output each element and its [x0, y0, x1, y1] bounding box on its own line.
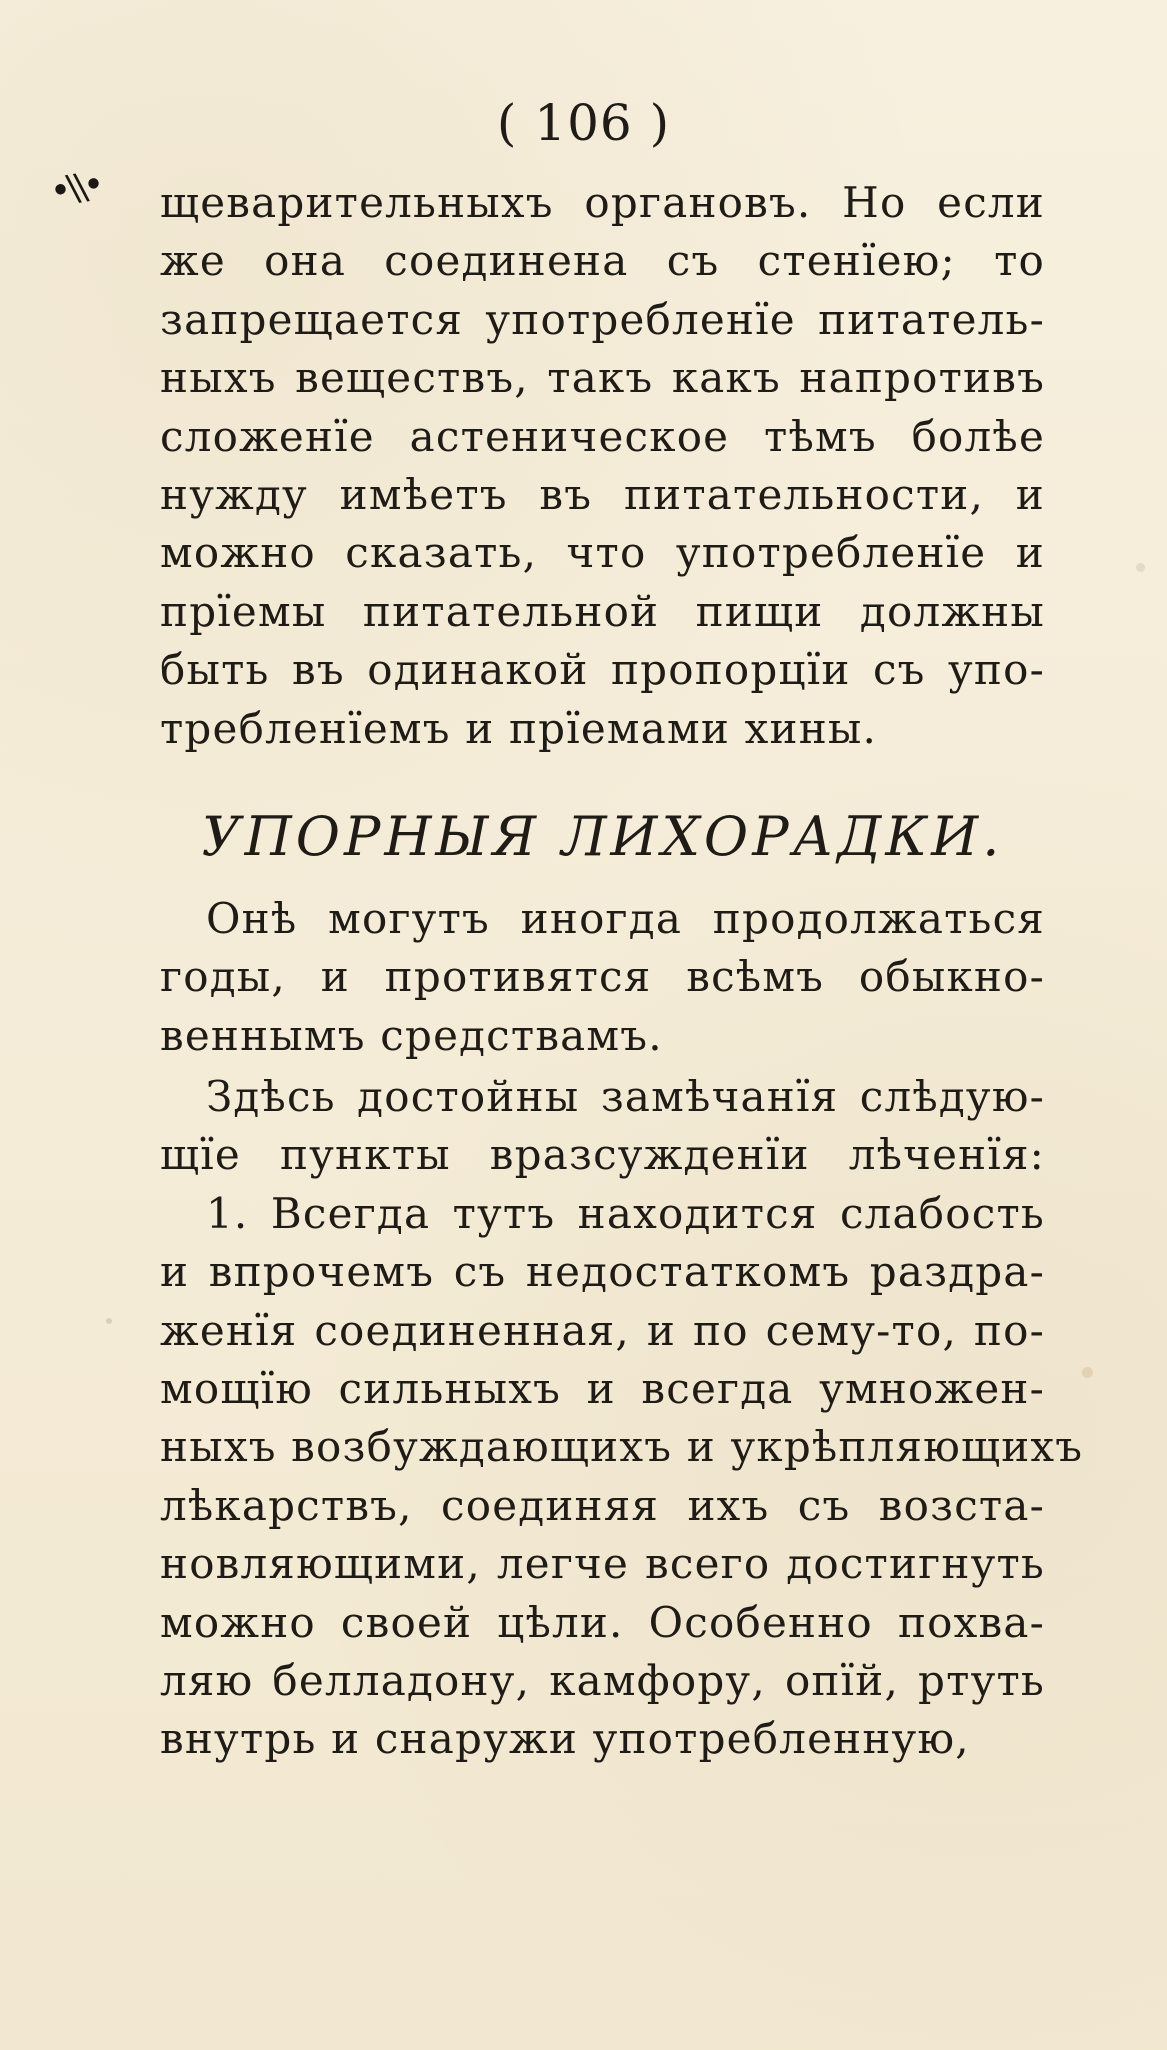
paper-stain — [1082, 1367, 1093, 1378]
text-line: нужду имѣетъ въ питательности, и — [160, 470, 1045, 520]
text-line: ныхъ возбуждающихъ и укрѣпляющихъ — [160, 1422, 1084, 1472]
paragraph-2 — [160, 890, 1045, 1065]
body-text-top — [160, 174, 1045, 758]
text-line: можно сказать, что употребленїе и — [160, 528, 1045, 578]
text-line: требленїемъ и прїемами хины. — [160, 703, 878, 753]
text-line: Здѣсь достойны замѣчанїя слѣдую- — [206, 1072, 1045, 1121]
text-line: можно своей цѣли. Особенно похва- — [160, 1597, 1045, 1647]
text-line: мощїю сильныхъ и всегда умножен- — [160, 1364, 1045, 1414]
text-line: щеварительныхъ органовъ. Но если — [160, 178, 1045, 227]
text-line: быть въ одинакой пропорцїи съ упо- — [160, 645, 1045, 695]
paragraph-3 — [160, 1068, 1084, 1769]
text-line: прїемы питательной пищи должны — [160, 586, 1045, 636]
section-title: УПОРНЫЯ ЛИХОРАДКИ. — [201, 805, 1004, 868]
text-line: и впрочемъ съ недостаткомъ раздра- — [160, 1247, 1045, 1297]
text-line: женїя соединенная, и по сему-то, по- — [160, 1305, 1045, 1355]
text-line: веннымъ средствамъ. — [160, 1010, 663, 1060]
text-line: сложенїе астеническое тѣмъ болѣе — [160, 411, 1045, 461]
text-line: внутрь и снаружи употребленную, — [160, 1714, 970, 1764]
text-line: щїе пункты вразсужденїи лѣченїя: — [160, 1130, 1045, 1180]
paper-stain — [1136, 563, 1145, 572]
text-line: Онѣ могутъ иногда продолжаться — [206, 894, 1045, 943]
paper-stain — [106, 1318, 112, 1324]
page-number: ( 106 ) — [496, 94, 671, 152]
text-line: же она соединена съ стенїею; то — [160, 236, 1045, 286]
text-line: лѣкарствъ, соединяя ихъ съ возста- — [160, 1480, 1045, 1530]
text-line: ныхъ веществъ, такъ какъ напротивъ — [160, 353, 1045, 403]
text-line: 1. Всегда тутъ находится слабость — [206, 1188, 1045, 1238]
text-line: годы, и противятся всѣмъ обыкно- — [160, 952, 1045, 1002]
text-line: запрещается употребленїе питатель- — [160, 294, 1045, 344]
text-line: новляющими, легче всего достигнуть — [160, 1539, 1045, 1589]
margin-mark: •\\• — [46, 163, 104, 214]
text-line: ляю белладону, камфору, опїй, ртуть — [160, 1656, 1045, 1706]
